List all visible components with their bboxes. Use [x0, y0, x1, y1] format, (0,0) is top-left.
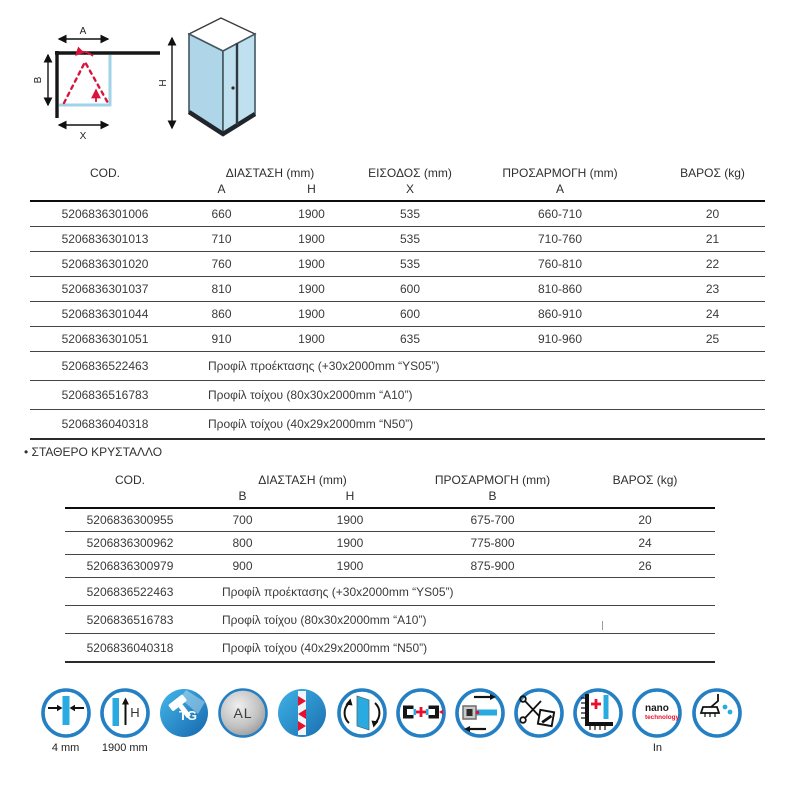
col-header-weight: ΒΑΡΟΣ (kg): [612, 473, 678, 487]
cell-profile-desc: Προφίλ προέκτασης (+30x2000mm “YS05”): [180, 352, 765, 381]
table-row: [30, 201, 765, 227]
cell-cod: 5206836522463: [30, 352, 180, 381]
glass-height-icon: [99, 687, 151, 739]
feature-glass-height: [95, 687, 154, 755]
cell-h: 1900: [290, 508, 410, 532]
profile-row: [30, 410, 765, 440]
table-row: [30, 302, 765, 327]
feature-magnetic-closure: [391, 687, 450, 755]
feature-icon-strip: [36, 687, 746, 755]
magnetic-closure-icon: [395, 687, 447, 739]
table1-subheader-row: [30, 181, 765, 201]
cell-profile-desc: Προφίλ τοίχου (40x29x2000mm “N50”): [195, 634, 715, 663]
plan-view-diagram: [30, 24, 170, 142]
extension-profile-icon: [572, 687, 624, 739]
profile-row: [30, 352, 765, 381]
svg-text:technology: technology: [645, 714, 680, 721]
cell-x: 600: [360, 302, 460, 327]
stray-tick-mark: [602, 621, 603, 630]
cell-adj: 810-860: [460, 277, 660, 302]
table-row: [65, 508, 715, 532]
cell-cod: 5206836040318: [65, 634, 195, 663]
table-row: [30, 227, 765, 252]
col-header-dimension: ΔΙΑΣΤΑΣΗ (mm): [258, 473, 347, 487]
cell-adj: 875-900: [410, 555, 575, 578]
profile-row: [65, 634, 715, 663]
cell-x: 600: [360, 277, 460, 302]
cell-adj: 675-700: [410, 508, 575, 532]
cell-a: 710: [180, 227, 263, 252]
cell-cod: 5206836516783: [65, 606, 195, 634]
cell-adj: 710-760: [460, 227, 660, 252]
dim-h-label: H: [158, 79, 169, 87]
cell-cod: 5206836301051: [30, 327, 180, 352]
cell-a: 860: [180, 302, 263, 327]
cell-a: 660: [180, 201, 263, 227]
cell-cod: 5206836040318: [30, 410, 180, 440]
cell-adj: 660-710: [460, 201, 660, 227]
cell-cod: 5206836301020: [30, 252, 180, 277]
tempered-glass-icon: [158, 687, 210, 739]
cell-kg: 24: [660, 302, 765, 327]
cell-kg: 20: [575, 508, 715, 532]
cell-h: 1900: [290, 532, 410, 555]
cell-b: 700: [195, 508, 290, 532]
cell-x: 535: [360, 227, 460, 252]
cell-h: 1900: [263, 327, 360, 352]
cell-kg: 21: [660, 227, 765, 252]
cell-h: 1900: [263, 227, 360, 252]
dim-b-label: B: [33, 76, 44, 84]
feature-nano-technology: [628, 687, 687, 755]
cell-cod: 5206836301044: [30, 302, 180, 327]
feature-tempered-glass: [154, 687, 213, 755]
isometric-cabin-diagram: [155, 6, 267, 148]
cell-kg: 25: [660, 327, 765, 352]
feature-shower-drops: [687, 687, 746, 755]
table-row: [65, 532, 715, 555]
svg-text:AL: AL: [233, 705, 253, 721]
cell-cod: 5206836301037: [30, 277, 180, 302]
cell-profile-desc: Προφίλ τοίχου (80x30x2000mm “A10”): [195, 606, 715, 634]
col-header-dimension: ΔΙΑΣΤΑΣΗ (mm): [225, 166, 315, 180]
cell-b: 900: [195, 555, 290, 578]
cell-cod: 5206836301006: [30, 201, 180, 227]
cell-h: 1900: [263, 302, 360, 327]
section-title-fixed-glass: • ΣΤΑΘΕΡΟ ΚΡΥΣΤΑΛΛΟ: [24, 445, 163, 459]
table-row: [30, 277, 765, 302]
cell-kg: 22: [660, 252, 765, 277]
feature-water-tightness: [273, 687, 332, 755]
cell-profile-desc: Προφίλ τοίχου (80x30x2000mm “A10”): [180, 381, 765, 410]
table-row: [65, 555, 715, 578]
water-tightness-icon: [276, 687, 328, 739]
col-header-entry: ΕΙΣΟΔΟΣ (mm): [368, 166, 452, 180]
cell-a: 810: [180, 277, 263, 302]
cell-x: 635: [360, 327, 460, 352]
cell-adj: 860-910: [460, 302, 660, 327]
profile-row: [65, 606, 715, 634]
svg-text:nano: nano: [645, 703, 670, 714]
cell-a: 910: [180, 327, 263, 352]
glass-thickness-icon: [40, 687, 92, 739]
cell-cod: 5206836516783: [30, 381, 180, 410]
dim-a-label: A: [79, 26, 87, 37]
feature-glass-thickness: [36, 687, 95, 755]
table2-header-row: [65, 468, 715, 488]
subcol-x: X: [360, 181, 460, 201]
cell-profile-desc: Προφίλ προέκτασης (+30x2000mm “YS05”): [195, 578, 715, 606]
svg-text:TG: TG: [178, 708, 197, 723]
feature-extension-profile: [569, 687, 628, 755]
cell-cod: 5206836522463: [65, 578, 195, 606]
cell-cod: 5206836300962: [65, 532, 195, 555]
svg-text:H: H: [130, 705, 140, 720]
feature-adjustable-profile: [450, 687, 509, 755]
aluminum-icon: [217, 687, 269, 739]
nano-technology-icon: [631, 687, 683, 739]
feature-reversible-opening: [332, 687, 391, 755]
shower-drops-icon: [691, 687, 743, 739]
icon-label: 1900 mm: [101, 742, 148, 754]
cell-h: 1900: [290, 555, 410, 578]
cell-cod: 5206836301013: [30, 227, 180, 252]
cell-kg: 23: [660, 277, 765, 302]
subcol-h: H: [290, 488, 410, 508]
cell-kg: 20: [660, 201, 765, 227]
cell-adj: 760-810: [460, 252, 660, 277]
sliding-door-spec-table: [30, 161, 765, 440]
subcol-a: A: [180, 181, 263, 201]
feature-aluminum: [214, 687, 273, 755]
cell-h: 1900: [263, 252, 360, 277]
cell-kg: 24: [575, 532, 715, 555]
subcol-adj-a: A: [460, 181, 660, 201]
door-handle: [231, 86, 234, 89]
cell-h: 1900: [263, 277, 360, 302]
cell-adj: 775-800: [410, 532, 575, 555]
cell-b: 800: [195, 532, 290, 555]
reversible-opening-icon: [336, 687, 388, 739]
cabin-left-glass: [189, 34, 223, 134]
table2-subheader-row: [65, 488, 715, 508]
icon-label: In: [652, 742, 663, 754]
table-row: [30, 327, 765, 352]
cell-h: 1900: [263, 201, 360, 227]
feature-cut-to-measure: [510, 687, 569, 755]
col-header-adjust: ΠΡΟΣΑΡΜΟΓΗ (mm): [502, 166, 618, 180]
cell-cod: 5206836300979: [65, 555, 195, 578]
subcol-adj-b: B: [410, 488, 575, 508]
subcol-h: H: [263, 181, 360, 201]
icon-label: 4 mm: [51, 742, 80, 754]
col-header-cod: COD.: [90, 166, 120, 180]
profile-row: [65, 578, 715, 606]
fixed-glass-spec-table: [65, 468, 715, 663]
cell-x: 535: [360, 201, 460, 227]
subcol-b: B: [195, 488, 290, 508]
adjustable-profile-icon: [454, 687, 506, 739]
door-path-dashed: [64, 62, 108, 103]
cell-x: 535: [360, 252, 460, 277]
cell-kg: 26: [575, 555, 715, 578]
dim-x-label: X: [79, 131, 87, 142]
cell-adj: 910-960: [460, 327, 660, 352]
profile-row: [30, 381, 765, 410]
table1-header-row: [30, 161, 765, 181]
cell-cod: 5206836300955: [65, 508, 195, 532]
col-header-adjust: ΠΡΟΣΑΡΜΟΓΗ (mm): [434, 473, 551, 487]
table-row: [30, 252, 765, 277]
cut-to-measure-icon: [513, 687, 565, 739]
cell-a: 760: [180, 252, 263, 277]
col-header-cod: COD.: [115, 473, 145, 487]
cell-profile-desc: Προφίλ τοίχου (40x29x2000mm “N50”): [180, 410, 765, 440]
col-header-weight: ΒΑΡΟΣ (kg): [680, 166, 745, 180]
